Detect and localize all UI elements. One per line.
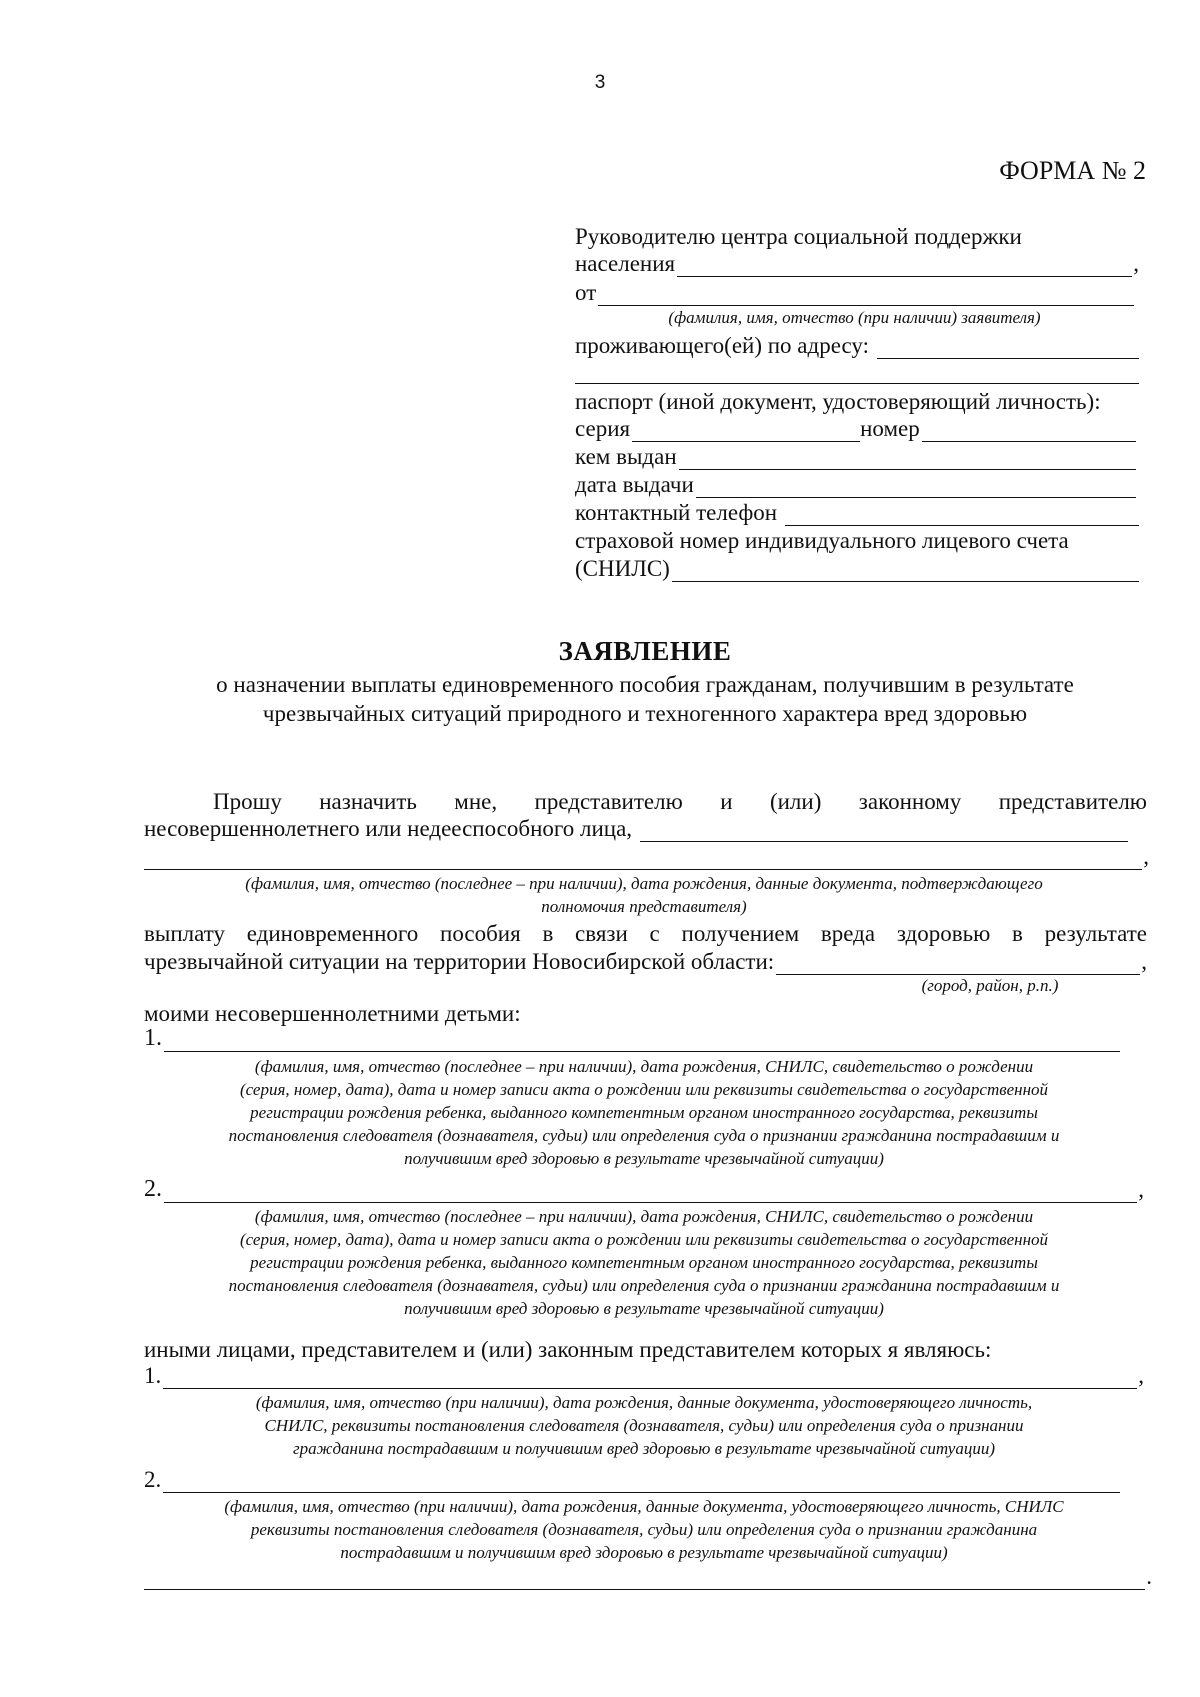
population-label: населения: [575, 251, 676, 276]
address-field[interactable]: [877, 336, 1139, 359]
document-subtitle: [140, 670, 1150, 728]
address-field-2[interactable]: [575, 383, 1139, 384]
from-hint: (фамилия, имя, отчество (при наличии) заявителя): [668, 308, 1041, 327]
other2-row: [144, 1466, 1120, 1493]
request-line2: несовершеннолетнего или недееспособного лица,: [144, 816, 633, 841]
other1-hint-line: (фамилия, имя, отчество (при наличии), дата рождения, данные документа, удостоверяющего личность,: [255, 1393, 1033, 1412]
page-number: 3: [594, 72, 606, 93]
child1-field[interactable]: [164, 1029, 1120, 1052]
other1-number: 1.: [144, 1363, 162, 1388]
issued-by-label: кем выдан: [575, 444, 677, 469]
representative-hint: [144, 872, 1144, 918]
other1-row: [144, 1362, 1144, 1389]
other1-hint-line: СНИЛС, реквизиты постановления следователя (дознавателя, судьи) или определения суда о признании: [264, 1416, 1024, 1435]
child2-hint: [144, 1205, 1144, 1320]
request-row2: [144, 815, 1128, 842]
subtitle-line1: о назначении выплаты единовременного пособия гражданам, получившим в результате: [216, 672, 1074, 697]
phone-field[interactable]: [785, 503, 1139, 526]
phone-row: [575, 499, 1139, 526]
child1-hint-line: постановления следователя (дознавателя, судьи) или определения суда о признании гражданина пострадавшим и: [228, 1126, 1060, 1145]
snils-row: [575, 555, 1139, 582]
child1-hint-line: (серия, номер, дата), дата и номер записи акта о рождении или реквизиты свидетельства о государственной: [239, 1080, 1049, 1099]
issue-date-label: дата выдачи: [575, 472, 694, 497]
child2-row: [144, 1176, 1144, 1203]
children-label: моими несовершеннолетними детьми:: [144, 1001, 521, 1026]
from-field[interactable]: [598, 283, 1134, 306]
request-line1: Прошу назначить мне, представителю и (или) законному представителю: [213, 789, 1147, 814]
from-row: [575, 279, 1134, 306]
child1-hint-line: получившим вред здоровью в результате чрезвычайной ситуации): [404, 1149, 884, 1168]
snils-line1: страховой номер индивидуального лицевого счета: [575, 528, 1069, 553]
population-row: [575, 250, 1139, 277]
representative-comma: ,: [1143, 844, 1149, 869]
address-label: проживающего(ей) по адресу:: [575, 333, 869, 358]
representative-field[interactable]: [640, 819, 1128, 842]
other1-hint: [144, 1391, 1144, 1460]
other2-number: 2.: [144, 1467, 162, 1492]
final-row: [144, 1563, 1152, 1590]
location-comma: ,: [1141, 949, 1147, 974]
child1-hint-line: (фамилия, имя, отчество (последнее – при наличии), дата рождения, СНИЛС, свидетельство о рождении: [254, 1057, 1034, 1076]
child2-hint-line: (фамилия, имя, отчество (последнее – при наличии), дата рождения, СНИЛС, свидетельство о рождении: [254, 1207, 1034, 1226]
child1-hint: [144, 1055, 1144, 1170]
rep-hint-line1: (фамилия, имя, отчество (последнее – при наличии), дата рождения, данные документа, подтверждающего: [245, 874, 1043, 893]
child1-number: 1.: [144, 1025, 162, 1051]
snils-label: (СНИЛС): [575, 556, 670, 581]
final-field[interactable]: [144, 1567, 1145, 1590]
number-field[interactable]: [922, 419, 1136, 442]
location-hint: (город, район, р.п.): [921, 976, 1059, 995]
phone-label: контактный телефон: [575, 500, 778, 525]
issued-by-row: [575, 443, 1136, 470]
child2-field[interactable]: [164, 1180, 1137, 1203]
issue-date-row: [575, 471, 1136, 498]
passport-label: паспорт (иной документ, удостоверяющий личность):: [575, 389, 1101, 414]
series-label: серия: [575, 416, 631, 441]
payment-row2: [144, 948, 1147, 975]
other2-hint-line: пострадавшим и получившим вред здоровью в результате чрезвычайной ситуации): [340, 1543, 948, 1562]
other2-hint: [144, 1495, 1144, 1564]
snils-field[interactable]: [672, 559, 1139, 582]
payment-line1: выплату единовременного пособия в связи с получением вреда здоровью в результате: [144, 921, 1147, 946]
other1-field[interactable]: [163, 1366, 1137, 1389]
payment-line2: чрезвычайной ситуации на территории Новосибирской области:: [144, 949, 775, 974]
document-title: ЗАЯВЛЕНИЕ: [558, 636, 732, 666]
child2-comma: ,: [1138, 1177, 1144, 1202]
others-label: иными лицами, представителем и (или) законным представителем которых я являюсь:: [144, 1337, 992, 1362]
child2-hint-line: (серия, номер, дата), дата и номер записи акта о рождении или реквизиты свидетельства о государственной: [239, 1230, 1049, 1249]
representative-row2: [144, 843, 1149, 870]
other1-hint-line: гражданина пострадавшим и получившим вред здоровью в результате чрезвычайной ситуации): [293, 1439, 995, 1458]
issued-by-field[interactable]: [679, 447, 1136, 470]
form-number: ФОРМА № 2: [999, 156, 1146, 185]
subtitle-line2: чрезвычайных ситуаций природного и техногенного характера вред здоровью: [262, 701, 1028, 726]
addressee-line1: Руководителю центра социальной поддержки: [575, 224, 1022, 249]
other2-hint-line: (фамилия, имя, отчество (при наличии), дата рождения, данные документа, удостоверяющего личность, СНИЛС: [224, 1497, 1064, 1516]
child1-hint-line: регистрации рождения ребенка, выданного компетентным органом иностранного государства, реквизиты: [250, 1103, 1038, 1122]
population-comma: ,: [1133, 251, 1139, 276]
issue-date-field[interactable]: [696, 475, 1136, 498]
final-period: .: [1146, 1564, 1152, 1589]
from-label: от: [575, 280, 597, 305]
series-number-row: [575, 415, 1136, 442]
series-field[interactable]: [632, 419, 860, 442]
child2-number: 2.: [144, 1176, 162, 1202]
number-label: номер: [860, 416, 920, 441]
other2-hint-line: реквизиты постановления следователя (дознавателя, судьи) или определения суда о признании гражданина: [250, 1520, 1038, 1539]
population-field[interactable]: [677, 254, 1132, 277]
child2-hint-line: получившим вред здоровью в результате чрезвычайной ситуации): [404, 1299, 884, 1318]
other2-field[interactable]: [163, 1470, 1120, 1493]
address-row: [575, 332, 1139, 359]
other1-comma: ,: [1138, 1363, 1144, 1388]
location-field[interactable]: [776, 952, 1140, 975]
child2-hint-line: регистрации рождения ребенка, выданного компетентным органом иностранного государства, реквизиты: [250, 1253, 1038, 1272]
child2-hint-line: постановления следователя (дознавателя, судьи) или определения суда о признании гражданина пострадавшим и: [228, 1276, 1060, 1295]
representative-field-2[interactable]: [144, 847, 1142, 870]
child1-row: [144, 1025, 1120, 1052]
rep-hint-line2: полномочия представителя): [541, 897, 747, 916]
